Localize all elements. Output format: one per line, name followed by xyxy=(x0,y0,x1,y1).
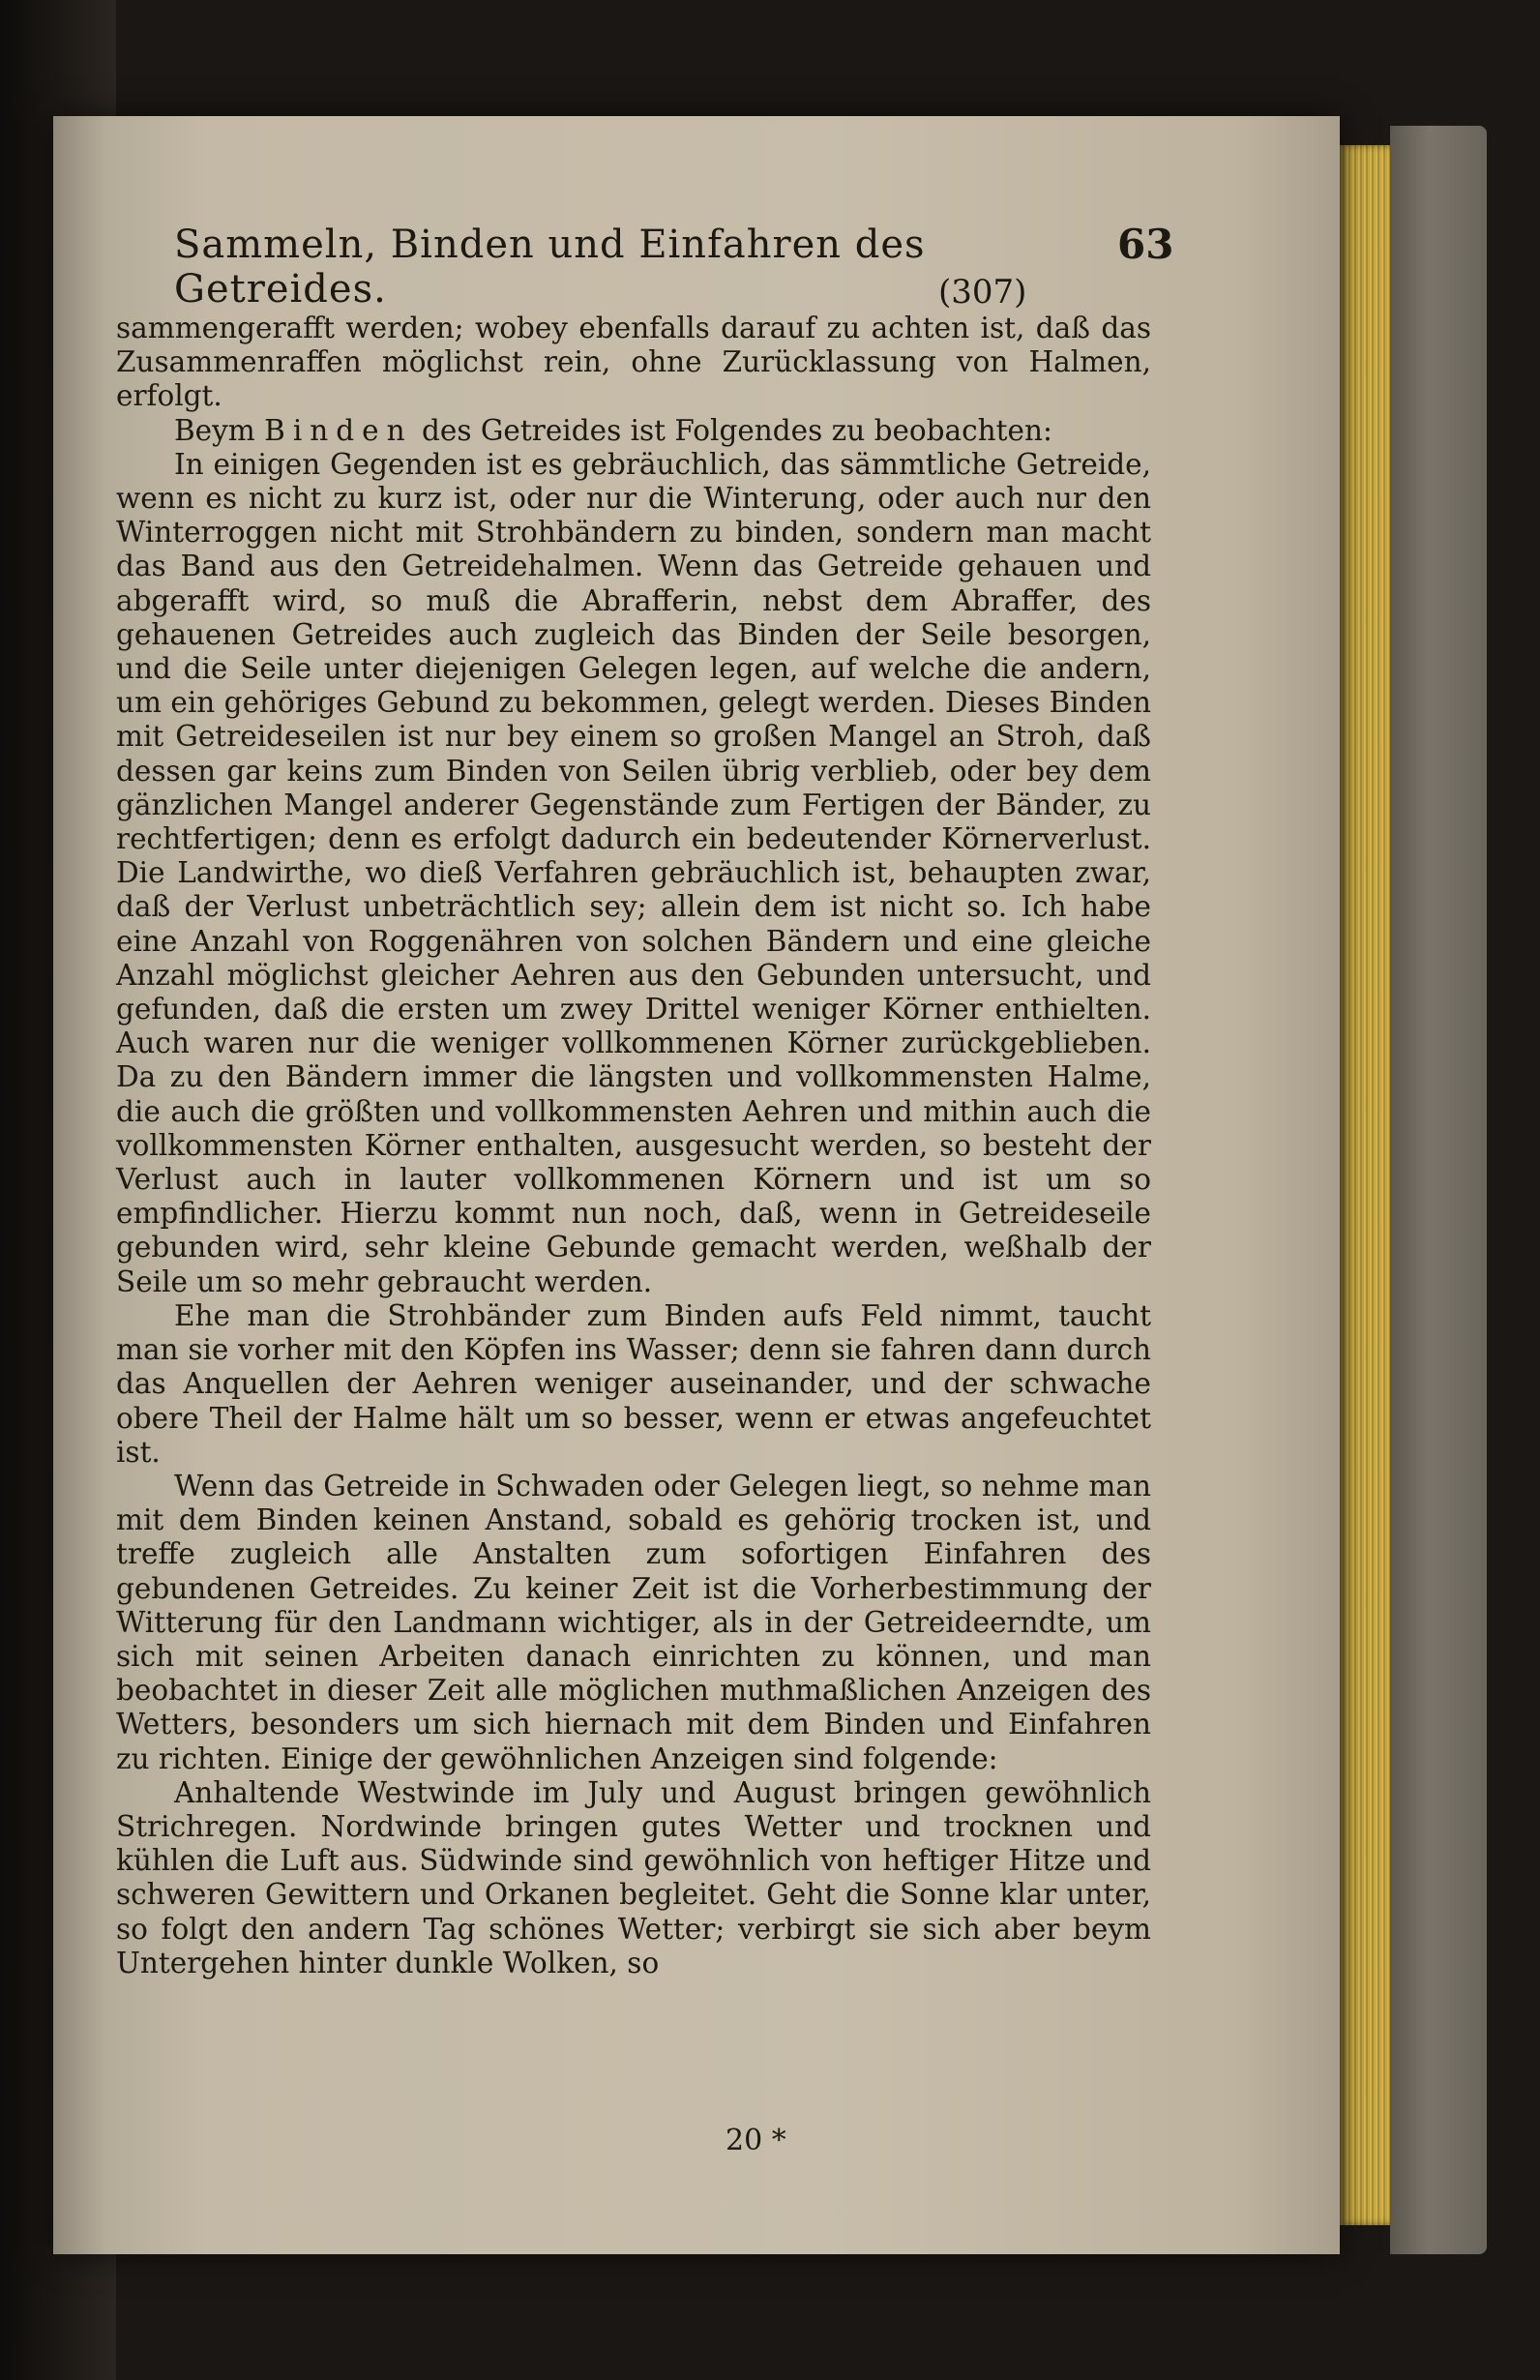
gilt-page-edges xyxy=(1340,145,1390,2225)
paragraph: Wenn das Getreide in Schwaden oder Gelegen liegt, so nehme man mit dem Binden keinen Anstand, sobald es gehörig trocken ist, und treffe zugleich alle Anstalten zum sofortigen Einfahren des gebundenen Getreides. Zu keiner Zeit ist die Vorherbestimmung der Witterung für den Landmann wichtiger, als in der Getreideerndte, um sich mit seinen Arbeiten danach einrichten zu können, und man beobachtet in dieser Zeit alle möglichen muthmaßlichen Anzeigen des Wetters, besonders um sich hiernach mit dem Binden und Einfahren zu richten. Einige der gewöhnlichen Anzeigen sind folgende: xyxy=(116,1469,1151,1775)
paragraph: Ehe man die Strohbänder zum Binden aufs Feld nimmt, taucht man sie vorher mit den Köpfen ins Wasser; denn sie fahren dann durch das Anquellen der Aehren weniger auseinander, und der schwache obere Theil der Halme hält um so besser, wenn er etwas angefeuchtet ist. xyxy=(116,1298,1151,1469)
page-content xyxy=(116,203,1174,1979)
paragraph: sammengerafft werden; wobey ebenfalls darauf zu achten ist, daß das Zusammenraffen möglichst rein, ohne Zurücklassung von Halmen, erfolgt. xyxy=(116,312,1151,413)
paragraph-text: des Getreides ist Folgendes zu beobachten: xyxy=(412,413,1052,447)
paragraph-binden-intro xyxy=(116,414,1151,448)
paragraph: In einigen Gegenden ist es gebräuchlich, das sämmtliche Getreide, wenn es nicht zu kurz ist, oder nur die Winterung, oder auch nur den Winterroggen nicht mit Strohbändern zu binden, sondern man macht das Band aus den Getreidehalmen. Wenn das Getreide gehauen und abgerafft wird, so muß die Abrafferin, nebst dem Abraffer, des gehauenen Getreides auch zugleich das Binden der Seile besorgen, und die Seile unter diejenigen Gelegen legen, auf welche die andern, um ein gehöriges Gebund zu bekommen, gelegt werden. Dieses Binden mit Getreideseilen ist nur bey einem so großen Mangel an Stroh, daß dessen gar keins zum Binden von Seilen übrig verblieb, oder bey dem gänzlichen Mangel anderer Gegenstände zum Fertigen der Bänder, zu rechtfertigen; denn es erfolgt dadurch ein bedeutender Körnerverlust. Die Landwirthe, wo dieß Verfahren gebräuchlich ist, behaupten zwar, daß der Verlust unbeträchtlich sey; allein dem ist nicht so. Ich habe eine Anzahl von Roggenähren von solchen Bändern und eine gleiche Anzahl möglichst gleicher Aehren aus den Gebunden untersucht, und gefunden, daß die ersten um zwey Drittel weniger Körner enthielten. Auch waren nur die weniger vollkommenen Körner zurückgeblieben. Da zu den Bändern immer die längsten und vollkommensten Halme, die auch die größten und vollkommensten Aehren und mithin auch die vollkommensten Körner enthalten, ausgesucht werden, so besteht der Verlust auch in lauter vollkommenen Körnern und ist um so empfindlicher. Hierzu kommt nun noch, daß, wenn in Getreideseile gebunden wird, sehr kleine Gebunde gemacht werden, weßhalb der Seile um so mehr gebraucht werden. xyxy=(116,447,1151,1298)
running-head: Sammeln, Binden und Einfahren des Getreides. xyxy=(174,223,926,312)
page-number: 63 xyxy=(1117,221,1174,268)
page-header xyxy=(116,203,1174,312)
emphasized-term: Binden xyxy=(264,413,413,447)
original-page-number: (307) xyxy=(938,273,1027,312)
paragraph: Anhaltende Westwinde im July und August bringen gewöhnlich Strichregen. Nordwinde bringen gutes Wetter und trocknen und kühlen die Luft aus. Südwinde sind gewöhnlich von heftiger Hitze und schweren Gewittern und Orkanen begleitet. Geht die Sonne klar unter, so folgt den andern Tag schönes Wetter; verbirgt sie sich aber beym Untergehen hinter dunkle Wolken, so xyxy=(116,1775,1151,1979)
signature-mark: 20 * xyxy=(726,2124,786,2157)
paragraph-text: Beym xyxy=(174,413,265,447)
body-text xyxy=(116,312,1151,1980)
book-cover-board xyxy=(1390,126,1487,2254)
